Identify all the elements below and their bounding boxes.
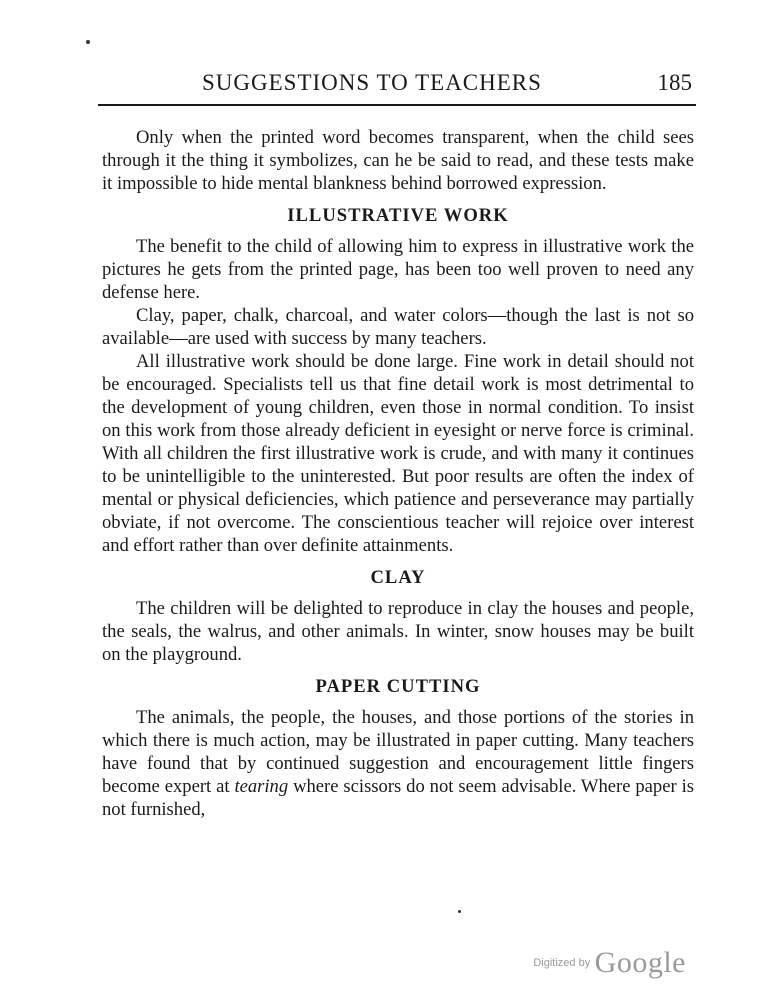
running-title: SUGGESTIONS TO TEACHERS	[202, 70, 542, 95]
section-heading-paper-cutting: PAPER CUTTING	[315, 676, 481, 697]
ink-speck	[86, 40, 90, 44]
paragraph-clay: The children will be delighted to reproduce in clay the houses and people, the seals, the walrus, and other animals. In winter, snow houses may be built on the playground.	[102, 598, 694, 665]
digitized-by-label: Digitized by	[533, 957, 591, 969]
digitized-by-google-watermark	[533, 946, 686, 980]
paragraph-intro: Only when the printed word becomes transparent, when the child sees through it the thing it symbolizes, can he be said to read, and these tests make it impossible to hide mental blankness behind borrowed expression.	[102, 127, 694, 194]
section-heading-clay: CLAY	[370, 567, 426, 588]
google-logo-text: Google	[594, 946, 686, 979]
page-number: 185	[657, 70, 692, 95]
emphasized-word: tearing	[234, 776, 289, 797]
paragraph-illustrative-2: Clay, paper, chalk, charcoal, and water colors—though the last is not so available—are used with success by many teachers.	[102, 305, 694, 349]
paragraph-paper-text-end: where scissors do not seem advisable. Where paper is not furnished,	[102, 776, 694, 820]
ink-speck	[458, 910, 461, 913]
paragraph-illustrative-3: All illustrative work should be done large. Fine work in detail should not be encouraged. Specialists tell us that fine detail work is most detrimental to the development of young children, even those in normal condition. To insist on this work from those already deficient in eyesight or nerve force is criminal. With all children the first illustrative work is crude, and with many it continues to be unintelligible to the uninterested. But poor results are often the index of mental or physical deficiencies, which patience and perseverance may partially obviate, if not overcome. The conscientious teacher will rejoice over interest and effort rather than over definite attainments.	[102, 351, 694, 556]
running-head	[98, 68, 696, 106]
body-text	[102, 126, 694, 821]
paragraph-paper-cutting	[102, 706, 694, 821]
paragraph-illustrative-1: The benefit to the child of allowing him to express in illustrative work the pictures he gets from the printed page, has been too well proven to need any defense here.	[102, 236, 694, 303]
paragraph-paper-text-start: The animals, the people, the houses, and those portions of the stories in which there is much action, may be illustrated in paper cutting. Many teachers have found that by continued suggestion and encouragement little fingers become expert at	[102, 707, 694, 797]
section-heading-illustrative-work: ILLUSTRATIVE WORK	[287, 205, 509, 226]
